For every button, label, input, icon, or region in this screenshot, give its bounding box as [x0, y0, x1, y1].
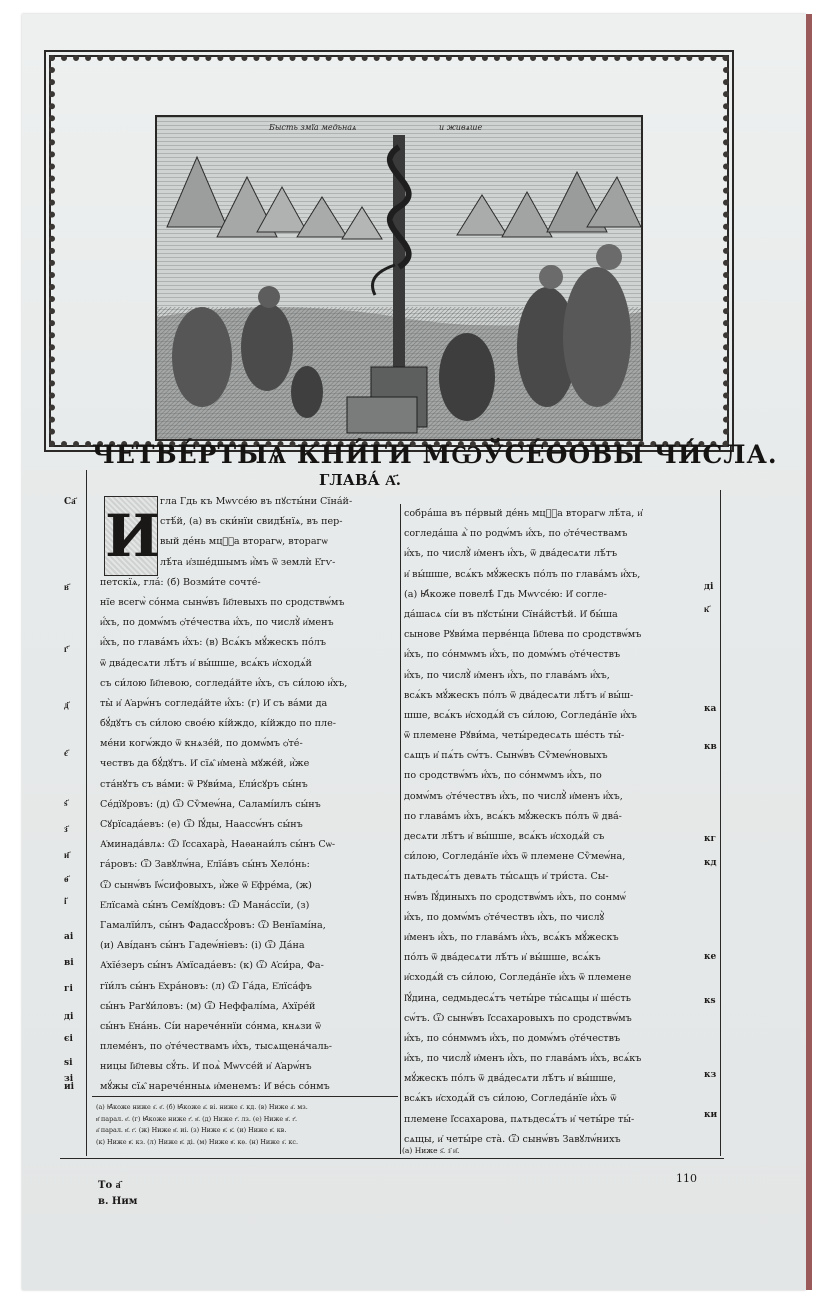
text-line: ѿ два́десѧти лѣ́тъ и҆ вы́шше, всѧ́къ и҆сходѧ́й [100, 657, 312, 669]
text-line: и҆́хъ, по домѡ́мъ ѻ҆те́чества и҆́хъ, по числꙋ̀ и҆менъ [100, 617, 334, 629]
right-rule [720, 490, 721, 1156]
verse-number: ка [704, 704, 717, 714]
verse-number: ві [64, 958, 74, 968]
footnote-line: а҃ парал. в҃. г҃. (ж) Ниже в҃. иі. (з) Ниже в҃. к҃. (и) Ниже в҃. кв. [96, 1126, 287, 1134]
text-line: стѣ́й, (а) въ ски́нїи свидѣ́нїѧ, въ пер- [160, 516, 343, 528]
engraving-caption-right: и живѧше [439, 123, 483, 132]
text-line: по́лъ ѿ два́десѧти лѣ́тъ и҆ вы́шше, всѧ́къ [404, 952, 601, 964]
signature-mark [98, 1178, 137, 1210]
text-line: и҆менъ и҆́хъ, по глава́мъ и҆́хъ, всѧ́къ мꙋ́жескъ [404, 931, 619, 943]
engraving-caption-left: Бысть змїа медьнаѧ [269, 123, 357, 132]
text-line: по глава́мъ и҆́хъ, всѧ́къ мꙋ́жескъ по́лъ ѿ два́- [404, 810, 622, 822]
verse-number: кд [704, 858, 717, 868]
text-line: гла Гдь къ Мѡѵсе́ю въ пꙋсты́ни Сїна́й- [160, 496, 353, 507]
text-line: (и) Аві́данъ сы́нъ Гадеѡ́ніевъ: (і) Ѿ Да́на [100, 940, 305, 952]
text-line: собра́ша въ пе́рвый де́нь мцⷭ҇а вторагѡ лѣ́та, и҆ [404, 508, 643, 519]
text-line: гїи́лъ сы́нъ Е҆хра́новъ: (л) Ѿ Га́да, Е҆лїса́фъ [100, 980, 312, 992]
text-line: шше, всѧ́къ и҆сходѧ́й съ си́лою, Согледа́нїе и҆́хъ [404, 709, 637, 721]
verse-number: кв [704, 742, 717, 752]
verse-number: к҃ [704, 605, 710, 615]
text-line: мꙋ́жы сїѧ̑ нарече́нныѧ и҆менемъ: И҆ ве́сь со́нмъ [100, 1081, 330, 1093]
verse-number: кѕ [704, 996, 716, 1006]
brazen-serpent-engraving [155, 115, 643, 441]
text-line: согледа́ша ѧ҆̀ по родѡ́мъ и҆́хъ, по ѻ҆те́чествамъ [404, 528, 628, 540]
text-line: по сродствѡ́мъ и҆́хъ, по со́нмѡмъ и҆́хъ, по [404, 770, 602, 782]
right-text-column [404, 504, 698, 1150]
text-line: вый де́нь мцⷭ҇а вторагѡ, вторагѡ [160, 536, 328, 548]
text-line: мꙋ́жескъ по́лъ ѿ два́десѧти лѣ́тъ и҆ вы́шше, [404, 1073, 617, 1085]
text-line: сѡ́тъ. Ѿ сынѡ́въ І҆ссахаровыхъ по сродствѡ́мъ [404, 1012, 632, 1024]
book-title: ЧЕТВЕ́РТЫѦ КНИ́ГИ МѠЎСЕ́ѲОВЫ ЧИ́СЛА. [92, 440, 778, 469]
left-text-column [100, 492, 396, 1098]
footnotes-left [96, 1102, 396, 1148]
text-line: ѿ племене Рꙋви́ма, четы́редесѧть ше́сть ты́- [404, 730, 625, 742]
engraving-image [157, 117, 641, 439]
verse-number: і҃ [64, 897, 67, 907]
drop-cap-letter: И [105, 502, 160, 570]
verse-number: г҃ [64, 645, 69, 655]
text-line: домѡ́мъ ѻ҆те́чествъ и҆́хъ, по числꙋ̀ и҆менъ и҆́хъ, [404, 790, 623, 802]
verse-number: д҃ [64, 701, 69, 711]
bottom-rule [60, 1158, 724, 1159]
verse-number: кг [704, 834, 717, 844]
left-rule [86, 470, 87, 1156]
verse-number: ді [64, 1012, 74, 1022]
text-line: ста́нꙋтъ съ ва́ми: ѿ Рꙋви́ма, Е҆ли́сꙋръ сы́нъ [100, 778, 308, 790]
text-line: и҆́хъ, по со́нмѡмъ и҆́хъ, по домѡ́мъ ѻ҆те́чествъ [404, 1032, 621, 1044]
text-line: ницы І҆и҃левы сꙋ́ть. И҆ поѧ̀ Мѡѵсе́й и҆ А҆арѡ́нъ [100, 1061, 312, 1073]
text-line: А҆хїе́зеръ сы́нъ А҆мїсада́евъ: (к) Ѿ А҆си́ра, Фа- [100, 960, 324, 972]
text-line: и҆́хъ, по глава́мъ и҆́хъ: (в) Всѧ́къ мꙋ́жескъ по́лъ [100, 637, 326, 649]
text-line: ты̀ и҆ А҆арѡ́нъ согледа́йте и҆́хъ: (г) И҆ съ ва́ми да [100, 697, 328, 709]
signature-line: То а҃ [98, 1180, 121, 1191]
verse-number: з҃ [64, 825, 68, 835]
text-line: племе́нъ, по ѻ҆те́чествамъ и҆́хъ, тысѧщена́чаль- [100, 1041, 333, 1053]
text-line: сѧщы, и҆ четы́ре ста̀. Ѿ сынѡ́въ Завꙋлѡ́нихъ [404, 1133, 621, 1145]
text-line: бꙋ́дꙋтъ съ си́лою свое́ю кі́йждо, кі́йждо по пле- [100, 718, 337, 730]
text-line: сы́нъ Е҆на́нь. Сі́и нарече́ннїи со́нма, кнѧзи ѿ [100, 1020, 321, 1032]
text-line: съ си́лою І҆и҃левою, согледа́йте и҆́хъ, съ си́лою и҆́хъ, [100, 677, 348, 689]
text-line: Ѿ сынѡ́въ І҆ѡ́сифовыхъ, и҆̀же ѿ Е҆фре́ма, (ж) [100, 879, 312, 891]
text-line: и҆́хъ, по числꙋ̀ и҆менъ и҆́хъ, по глава́мъ и҆́хъ, [404, 669, 610, 681]
text-line: да́шасѧ сі́и въ пꙋсты́ни Сїна́йстѣй. И҆ бы́ша [404, 608, 618, 620]
verse-number: ѕі [64, 1058, 73, 1068]
verse-number: гі [64, 984, 73, 994]
text-line: (а) Ꙗ҆́коже повелѣ̀ Гдь Мѡѵсе́ю: И҆ согле- [404, 588, 607, 600]
verse-number: ді [704, 582, 714, 592]
text-line: пѧтьдесѧ́тъ девѧть ты́сѧщъ и҆ три́ста. Сы- [404, 871, 609, 883]
signature-line: в. Ним [98, 1196, 138, 1207]
text-line: племене І҆ссахарова, пѧтьдесѧ́тъ и҆ четы́ре ты́- [404, 1113, 635, 1125]
page-number: 110 [676, 1172, 697, 1185]
verse-number: ѳ҃ [64, 875, 69, 885]
text-line: и҆́хъ, по со́нмѡмъ и҆́хъ, по домѡ́мъ ѻ҆те́чествъ [404, 649, 621, 661]
text-line: сынове Рꙋви́ма перве́нца І҆и҃лева по сродствѡ́мъ [404, 629, 642, 641]
verse-number: ѕ҃ [64, 799, 68, 809]
text-line: чествъ да бꙋ́дꙋтъ. И҆ сїѧ̑ и҆мена̀ мꙋже́й, и҆̀же [100, 758, 310, 770]
text-line: и҆́хъ, по домѡ́мъ ѻ҆те́чествъ и҆́хъ, по числꙋ̀ [404, 911, 605, 923]
text-line: нѡ́въ І҆ꙋ́диныхъ по сродствѡ́мъ и҆́хъ, по сонмѡ́ [404, 891, 626, 903]
verse-number: и҃ [64, 851, 70, 861]
text-line: га́ровъ: Ѿ Завꙋлѡ́на, Е҆лїа́въ сы́нъ Хело́нь: [100, 859, 310, 871]
verse-number: зі [64, 1074, 74, 1084]
verse-number: єі [64, 1034, 73, 1044]
text-line: Гамалїи́лъ, сы́нъ Фадассꙋ́ровъ: Ѿ Венїамі́на, [100, 919, 326, 931]
text-line: и҆сходѧ́й съ си́лою, Согледа́нїе и҆́хъ ѿ племене [404, 972, 632, 984]
verse-number: є҃ [64, 749, 68, 759]
text-line: десѧти лѣ́тъ и҆ вы́шше, всѧ́къ и҆сходѧ́й съ [404, 831, 605, 842]
text-line: и҆́хъ, по числꙋ̀ и҆менъ и҆́хъ, по глава́мъ и҆́хъ, всѧ́къ [404, 1053, 642, 1065]
text-line: всѧ́къ и҆сходѧ́й съ си́лою, Согледа́нїе и҆́хъ ѿ [404, 1093, 617, 1105]
footnote-line: (а) Ꙗ҆́коже ниже ѕ҃. е҃. (б) Ꙗ҆́коже а҃. ві. ниже ѕ҃. кд. (в) Ниже а҃. мз. [96, 1103, 308, 1111]
text-line: І҆ꙋ́дина, седмьдесѧ́тъ четы́ре ты́сѧщы и҆ ше́сть [404, 992, 632, 1004]
text-line: и҆́хъ, по числꙋ̀ и҆менъ и҆́хъ, ѿ два́десѧти лѣ́тъ [404, 548, 618, 560]
verse-number: кз [704, 1070, 717, 1080]
text-line: лѣ́та и҆зше́дшымъ и҆̀мъ ѿ землѝ Е҆гѵ- [160, 556, 336, 568]
verse-number: иі [64, 1082, 75, 1092]
text-line: всѧ́къ мꙋ́жескъ по́лъ ѿ два́десѧти лѣ́тъ и҆ вы́ш- [404, 689, 634, 701]
text-line: Се́дїꙋровъ: (д) Ѿ Сѷмеѡ́на, Саламі́илъ сы́нъ [100, 798, 321, 810]
text-line: Е҆лїсама̀ сы́нъ Семі́ꙋдовъ: Ѿ Мана́ссїи, (з) [100, 899, 310, 911]
text-line: и҆ вы́шше, всѧ́къ мꙋ́жескъ по́лъ по глава́мъ и҆́хъ, [404, 568, 641, 580]
verse-number: ке [704, 952, 717, 962]
verse-number: Са҃ [64, 497, 76, 507]
text-line: си́лою, Согледа́нїе и҆́хъ ѿ племене Сѷмеѡ́на, [404, 851, 626, 863]
text-line: сы́нъ Рагꙋи́ловъ: (м) Ѿ Неффалі́ма, А҆хїре́й [100, 1000, 316, 1012]
text-line: нїе всегѡ̀ со́нма сынѡ́въ І҆и҃левыхъ по сродствѡ́мъ [100, 596, 345, 608]
footnote-line: в҃ парал. е҃. (г) Ꙗ҆́коже ниже г҃. в҃. (д) Ниже г҃. лз. (е) Ниже в҃. г҃. [96, 1114, 297, 1123]
ornamental-border [44, 50, 734, 452]
verse-number: аі [64, 932, 74, 942]
column-rule [400, 504, 401, 1154]
verse-number: в҃ [64, 583, 69, 593]
footnote-line: (к) Ниже в҃. кз. (л) Ниже в҃. ді. (м) Ниже в҃. кѳ. (н) Ниже ѕ҃. кс. [96, 1137, 299, 1146]
text-line: петскїѧ, гла́: (б) Возми́те сочте́- [100, 576, 261, 588]
verse-number: ки [704, 1110, 718, 1120]
chapter-heading: ГЛАВА́ А҃. [318, 471, 401, 489]
text-line: Сꙋрїсада́евъ: (е) Ѿ І҆ꙋ́ды, Наассѡ́нъ сы́нъ [100, 819, 303, 830]
text-line: ме́ни когѡ́ждо ѿ кнѧзе́й, по домѡ́мъ ѻ҆те́- [100, 738, 303, 750]
text-line: А҆минада́влѧ: Ѿ І҆ссахара̀, Наѳанаи́лъ сы́нъ Сѡ- [100, 839, 336, 851]
text-line: сѧщъ и҆ пѧ́ть сѡ́тъ. Сынѡ́въ Сѷмеѡ́новыхъ [404, 750, 608, 762]
footnote-right: (а) Ниже ѕ҃. з҃ и҃. [402, 1146, 460, 1155]
page-edge [806, 14, 812, 1290]
